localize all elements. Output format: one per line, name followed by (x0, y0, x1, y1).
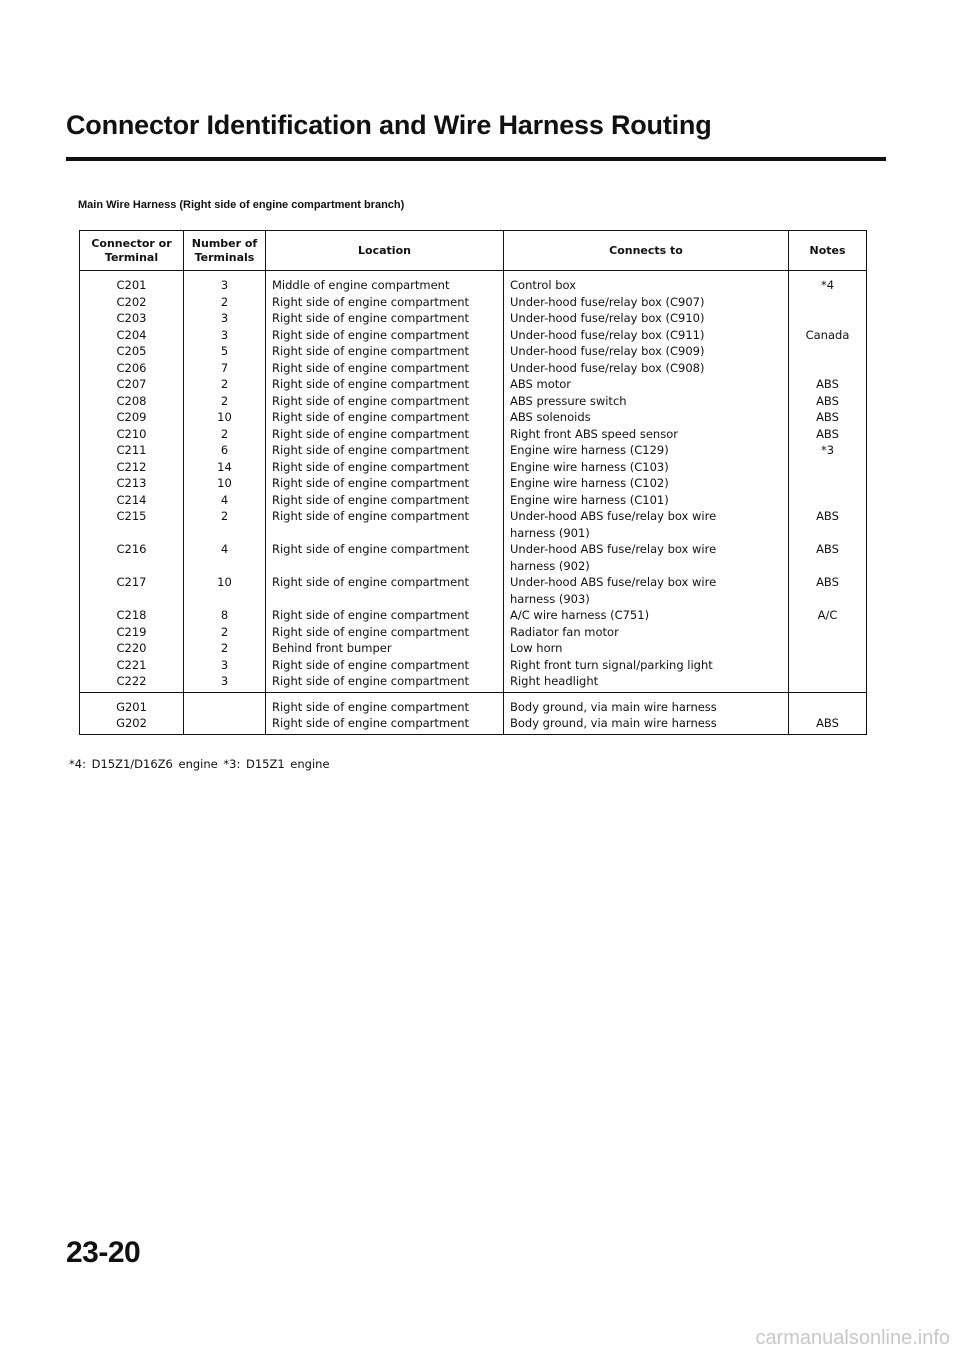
connector-cell: C221 (80, 657, 184, 674)
location-cell: Right side of engine compartment (266, 327, 504, 344)
location-cell: Right side of engine compartment (266, 409, 504, 426)
location-cell: Right side of engine compartment (266, 657, 504, 674)
notes-cell (789, 692, 867, 715)
connects-to-cell: Under-hood ABS fuse/relay box wire (504, 574, 789, 591)
connector-cell: C219 (80, 624, 184, 641)
table-row-continuation (80, 591, 867, 608)
connects-to-cell: Engine wire harness (C103) (504, 459, 789, 476)
connector-cell: C212 (80, 459, 184, 476)
page-title: Connector Identification and Wire Harness Routing (66, 110, 712, 140)
location-cell: Middle of engine compartment (266, 271, 504, 294)
table-row (80, 492, 867, 509)
connects-to-cell-continued: harness (901) (504, 525, 789, 542)
notes-cell (789, 475, 867, 492)
notes-cell: ABS (789, 426, 867, 443)
table-row (80, 541, 867, 558)
table-row (80, 715, 867, 734)
location-cell-continued (266, 591, 504, 608)
terminals-cell: 3 (184, 271, 266, 294)
location-cell-continued (266, 558, 504, 575)
connects-to-cell: Under-hood ABS fuse/relay box wire (504, 541, 789, 558)
location-cell: Right side of engine compartment (266, 624, 504, 641)
table-row (80, 475, 867, 492)
connector-cell: C214 (80, 492, 184, 509)
connects-to-cell: A/C wire harness (C751) (504, 607, 789, 624)
location-cell: Right side of engine compartment (266, 475, 504, 492)
location-cell: Right side of engine compartment (266, 607, 504, 624)
table-row (80, 607, 867, 624)
notes-cell: ABS (789, 376, 867, 393)
connector-table (79, 230, 867, 735)
connects-to-cell: Right front turn signal/parking light (504, 657, 789, 674)
terminals-cell: 3 (184, 327, 266, 344)
notes-cell (789, 459, 867, 476)
terminals-cell: 2 (184, 640, 266, 657)
table-row (80, 673, 867, 692)
connector-cell: C215 (80, 508, 184, 525)
location-cell: Right side of engine compartment (266, 459, 504, 476)
notes-cell (789, 624, 867, 641)
connects-to-cell: Radiator fan motor (504, 624, 789, 641)
header-connects-to: Connects to (504, 231, 789, 271)
connects-to-cell: Right headlight (504, 673, 789, 692)
notes-cell: Canada (789, 327, 867, 344)
location-cell: Right side of engine compartment (266, 574, 504, 591)
location-cell: Right side of engine compartment (266, 376, 504, 393)
connects-to-cell: Right front ABS speed sensor (504, 426, 789, 443)
connector-cell: C209 (80, 409, 184, 426)
notes-cell (789, 673, 867, 692)
connector-cell: C205 (80, 343, 184, 360)
connects-to-cell: Body ground, via main wire harness (504, 692, 789, 715)
connector-cell: C204 (80, 327, 184, 344)
terminals-cell: 4 (184, 492, 266, 509)
notes-cell (789, 492, 867, 509)
table-row (80, 426, 867, 443)
table-row (80, 574, 867, 591)
location-cell: Right side of engine compartment (266, 508, 504, 525)
table-row (80, 376, 867, 393)
title-rule (66, 157, 886, 161)
terminals-cell-continued (184, 591, 266, 608)
terminals-cell: 10 (184, 574, 266, 591)
connects-to-cell: Engine wire harness (C102) (504, 475, 789, 492)
table-row (80, 692, 867, 715)
notes-cell: A/C (789, 607, 867, 624)
connector-cell: C217 (80, 574, 184, 591)
notes-cell-continued (789, 558, 867, 575)
notes-cell: ABS (789, 574, 867, 591)
terminals-cell: 3 (184, 673, 266, 692)
connector-cell: C216 (80, 541, 184, 558)
notes-cell (789, 360, 867, 377)
table-row (80, 657, 867, 674)
connects-to-cell: Body ground, via main wire harness (504, 715, 789, 734)
connector-table-container (79, 230, 867, 735)
connector-cell: C218 (80, 607, 184, 624)
location-cell: Right side of engine compartment (266, 442, 504, 459)
notes-cell: ABS (789, 715, 867, 734)
notes-cell: ABS (789, 541, 867, 558)
notes-cell-continued (789, 591, 867, 608)
terminals-cell: 4 (184, 541, 266, 558)
location-cell: Right side of engine compartment (266, 492, 504, 509)
terminals-cell-continued (184, 558, 266, 575)
table-row (80, 310, 867, 327)
watermark: carmanualsonline.info (755, 1327, 950, 1349)
connects-to-cell-continued: harness (903) (504, 591, 789, 608)
table-row (80, 360, 867, 377)
connector-cell: G202 (80, 715, 184, 734)
table-row (80, 409, 867, 426)
connector-cell: C207 (80, 376, 184, 393)
table-row (80, 624, 867, 641)
page-number: 23-20 (66, 1236, 141, 1269)
terminals-cell: 14 (184, 459, 266, 476)
header-location: Location (266, 231, 504, 271)
table-row (80, 640, 867, 657)
terminals-cell: 2 (184, 508, 266, 525)
location-cell: Right side of engine compartment (266, 294, 504, 311)
location-cell: Right side of engine compartment (266, 673, 504, 692)
connects-to-cell: Engine wire harness (C101) (504, 492, 789, 509)
connects-to-cell: Under-hood fuse/relay box (C907) (504, 294, 789, 311)
table-row-continuation (80, 558, 867, 575)
header-row (80, 231, 867, 271)
notes-cell (789, 310, 867, 327)
location-cell: Right side of engine compartment (266, 343, 504, 360)
connects-to-cell: Under-hood fuse/relay box (C910) (504, 310, 789, 327)
terminals-cell (184, 715, 266, 734)
connector-cell: C220 (80, 640, 184, 657)
connector-cell: C206 (80, 360, 184, 377)
terminals-cell: 10 (184, 475, 266, 492)
notes-cell: ABS (789, 508, 867, 525)
notes-cell: ABS (789, 409, 867, 426)
location-cell: Right side of engine compartment (266, 310, 504, 327)
connects-to-cell-continued: harness (902) (504, 558, 789, 575)
footnote: *4: D15Z1/D16Z6 engine *3: D15Z1 engine (69, 757, 330, 771)
connector-cell: C208 (80, 393, 184, 410)
table-row-continuation (80, 525, 867, 542)
terminals-cell: 2 (184, 393, 266, 410)
terminals-cell: 7 (184, 360, 266, 377)
connects-to-cell: ABS motor (504, 376, 789, 393)
connects-to-cell: Under-hood fuse/relay box (C908) (504, 360, 789, 377)
notes-cell: ABS (789, 393, 867, 410)
terminals-cell: 2 (184, 426, 266, 443)
location-cell: Behind front bumper (266, 640, 504, 657)
notes-cell (789, 343, 867, 360)
location-cell: Right side of engine compartment (266, 426, 504, 443)
terminals-cell (184, 692, 266, 715)
location-cell: Right side of engine compartment (266, 692, 504, 715)
terminals-cell: 2 (184, 624, 266, 641)
location-cell: Right side of engine compartment (266, 360, 504, 377)
location-cell: Right side of engine compartment (266, 393, 504, 410)
section-title: Main Wire Harness (Right side of engine compartment branch) (78, 199, 405, 211)
header-connector: Connector or Terminal (80, 231, 184, 271)
connects-to-cell: ABS solenoids (504, 409, 789, 426)
notes-cell (789, 294, 867, 311)
table-row (80, 442, 867, 459)
connects-to-cell: Control box (504, 271, 789, 294)
connector-cell: C201 (80, 271, 184, 294)
terminals-cell: 2 (184, 376, 266, 393)
notes-cell (789, 640, 867, 657)
terminals-cell: 2 (184, 294, 266, 311)
table-row (80, 393, 867, 410)
connects-to-cell: Under-hood fuse/relay box (C909) (504, 343, 789, 360)
connector-cell: C213 (80, 475, 184, 492)
table-header (80, 231, 867, 271)
connects-to-cell: Under-hood ABS fuse/relay box wire (504, 508, 789, 525)
connects-to-cell: Engine wire harness (C129) (504, 442, 789, 459)
header-terminals: Number of Terminals (184, 231, 266, 271)
connects-to-cell: ABS pressure switch (504, 393, 789, 410)
table-row (80, 343, 867, 360)
connector-cell: C203 (80, 310, 184, 327)
connector-cell: C222 (80, 673, 184, 692)
table-row (80, 327, 867, 344)
notes-cell-continued (789, 525, 867, 542)
table-row (80, 271, 867, 294)
connector-cell: C202 (80, 294, 184, 311)
terminals-cell: 8 (184, 607, 266, 624)
connector-cell: C210 (80, 426, 184, 443)
terminals-cell: 3 (184, 310, 266, 327)
location-cell-continued (266, 525, 504, 542)
connector-cell-continued (80, 525, 184, 542)
notes-cell: *3 (789, 442, 867, 459)
terminals-cell: 5 (184, 343, 266, 360)
terminals-cell: 6 (184, 442, 266, 459)
table-row (80, 508, 867, 525)
terminals-cell-continued (184, 525, 266, 542)
table-row (80, 459, 867, 476)
connector-cell: G201 (80, 692, 184, 715)
header-notes: Notes (789, 231, 867, 271)
location-cell: Right side of engine compartment (266, 541, 504, 558)
table-group (80, 271, 867, 693)
location-cell: Right side of engine compartment (266, 715, 504, 734)
notes-cell: *4 (789, 271, 867, 294)
terminals-cell: 10 (184, 409, 266, 426)
connector-cell-continued (80, 558, 184, 575)
connector-cell: C211 (80, 442, 184, 459)
terminals-cell: 3 (184, 657, 266, 674)
table-row (80, 294, 867, 311)
connects-to-cell: Under-hood fuse/relay box (C911) (504, 327, 789, 344)
connects-to-cell: Low horn (504, 640, 789, 657)
table-group (80, 692, 867, 734)
connector-cell-continued (80, 591, 184, 608)
notes-cell (789, 657, 867, 674)
